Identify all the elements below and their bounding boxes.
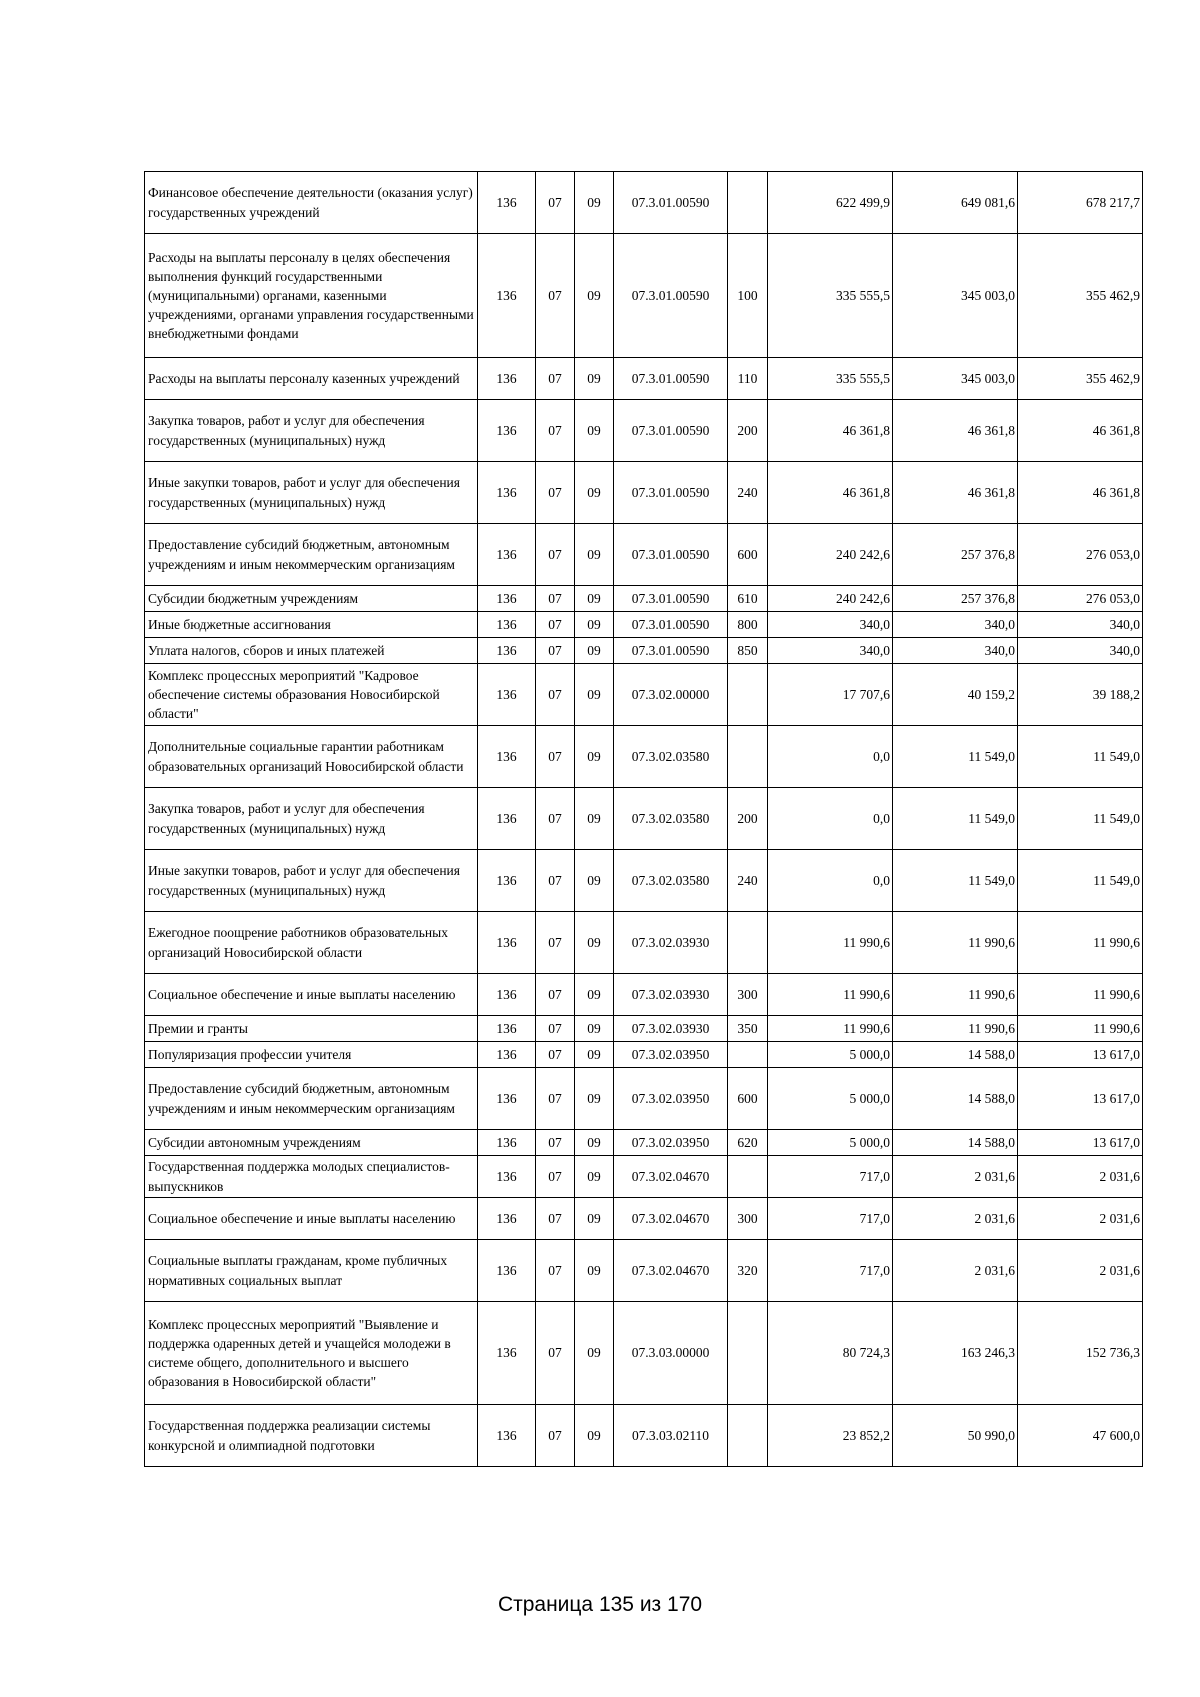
row-pr: 09 [575, 524, 614, 586]
row-rz: 07 [536, 462, 575, 524]
row-pr: 09 [575, 1240, 614, 1302]
row-name: Популяризация профессии учителя [145, 1042, 478, 1068]
row-pr: 09 [575, 172, 614, 234]
row-gr: 136 [478, 912, 536, 974]
row-name: Закупка товаров, работ и услуг для обеспечения государственных (муниципальных) нужд [145, 788, 478, 850]
row-csr: 07.3.02.03930 [614, 912, 728, 974]
row-gr: 136 [478, 664, 536, 726]
row-vr: 620 [728, 1130, 768, 1156]
row-vr: 300 [728, 974, 768, 1016]
table-row [145, 462, 1143, 524]
row-vr: 200 [728, 788, 768, 850]
row-rz: 07 [536, 788, 575, 850]
row-rz: 07 [536, 1130, 575, 1156]
row-csr: 07.3.02.03950 [614, 1130, 728, 1156]
table-row [145, 912, 1143, 974]
table-row [145, 1016, 1143, 1042]
row-value-3: 13 617,0 [1018, 1042, 1143, 1068]
row-name: Иные закупки товаров, работ и услуг для обеспечения государственных (муниципальных) нужд [145, 462, 478, 524]
row-value-1: 11 990,6 [768, 1016, 893, 1042]
row-csr: 07.3.02.03580 [614, 850, 728, 912]
row-csr: 07.3.01.00590 [614, 234, 728, 358]
row-value-2: 257 376,8 [893, 586, 1018, 612]
row-value-1: 622 499,9 [768, 172, 893, 234]
row-gr: 136 [478, 462, 536, 524]
row-rz: 07 [536, 1068, 575, 1130]
row-value-3: 11 549,0 [1018, 850, 1143, 912]
row-vr: 240 [728, 462, 768, 524]
row-csr: 07.3.01.00590 [614, 586, 728, 612]
row-pr: 09 [575, 1302, 614, 1405]
row-rz: 07 [536, 172, 575, 234]
row-name: Уплата налогов, сборов и иных платежей [145, 638, 478, 664]
row-csr: 07.3.02.03930 [614, 974, 728, 1016]
row-vr: 600 [728, 1068, 768, 1130]
row-gr: 136 [478, 234, 536, 358]
row-pr: 09 [575, 1198, 614, 1240]
row-vr: 350 [728, 1016, 768, 1042]
row-value-1: 240 242,6 [768, 586, 893, 612]
row-gr: 136 [478, 612, 536, 638]
row-csr: 07.3.02.03580 [614, 788, 728, 850]
row-value-2: 11 990,6 [893, 912, 1018, 974]
row-gr: 136 [478, 1130, 536, 1156]
row-pr: 09 [575, 974, 614, 1016]
row-value-2: 163 246,3 [893, 1302, 1018, 1405]
row-rz: 07 [536, 726, 575, 788]
row-value-1: 335 555,5 [768, 358, 893, 400]
row-value-3: 11 990,6 [1018, 912, 1143, 974]
row-value-3: 276 053,0 [1018, 524, 1143, 586]
row-gr: 136 [478, 726, 536, 788]
row-name: Социальные выплаты гражданам, кроме публичных нормативных социальных выплат [145, 1240, 478, 1302]
row-rz: 07 [536, 1405, 575, 1467]
row-vr [728, 1042, 768, 1068]
row-name: Государственная поддержка реализации системы конкурсной и олимпиадной подготовки [145, 1405, 478, 1467]
row-gr: 136 [478, 974, 536, 1016]
row-rz: 07 [536, 234, 575, 358]
row-name: Иные бюджетные ассигнования [145, 612, 478, 638]
row-value-2: 11 549,0 [893, 850, 1018, 912]
row-value-1: 335 555,5 [768, 234, 893, 358]
row-csr: 07.3.02.00000 [614, 664, 728, 726]
row-csr: 07.3.02.03930 [614, 1016, 728, 1042]
row-value-2: 257 376,8 [893, 524, 1018, 586]
row-value-2: 40 159,2 [893, 664, 1018, 726]
row-rz: 07 [536, 358, 575, 400]
row-value-2: 345 003,0 [893, 358, 1018, 400]
row-rz: 07 [536, 1156, 575, 1198]
row-vr [728, 1405, 768, 1467]
row-value-2: 345 003,0 [893, 234, 1018, 358]
row-rz: 07 [536, 524, 575, 586]
table-row [145, 664, 1143, 726]
row-vr: 610 [728, 586, 768, 612]
row-value-3: 13 617,0 [1018, 1130, 1143, 1156]
row-vr [728, 912, 768, 974]
table-row [145, 850, 1143, 912]
row-value-2: 46 361,8 [893, 400, 1018, 462]
row-pr: 09 [575, 726, 614, 788]
row-name: Комплекс процессных мероприятий "Кадровое обеспечение системы образования Новосибирской области" [145, 664, 478, 726]
row-name: Субсидии автономным учреждениям [145, 1130, 478, 1156]
row-value-2: 649 081,6 [893, 172, 1018, 234]
row-pr: 09 [575, 664, 614, 726]
row-pr: 09 [575, 400, 614, 462]
row-value-1: 717,0 [768, 1240, 893, 1302]
row-name: Государственная поддержка молодых специалистов-выпускников [145, 1156, 478, 1198]
row-value-2: 11 549,0 [893, 788, 1018, 850]
row-value-1: 240 242,6 [768, 524, 893, 586]
row-gr: 136 [478, 1068, 536, 1130]
row-value-1: 0,0 [768, 726, 893, 788]
row-value-1: 0,0 [768, 850, 893, 912]
row-pr: 09 [575, 462, 614, 524]
row-rz: 07 [536, 1302, 575, 1405]
row-value-3: 39 188,2 [1018, 664, 1143, 726]
row-name: Субсидии бюджетным учреждениям [145, 586, 478, 612]
row-name: Расходы на выплаты персоналу казенных учреждений [145, 358, 478, 400]
row-vr: 200 [728, 400, 768, 462]
row-vr: 800 [728, 612, 768, 638]
row-value-2: 14 588,0 [893, 1042, 1018, 1068]
table-row [145, 1302, 1143, 1405]
row-gr: 136 [478, 358, 536, 400]
row-name: Предоставление субсидий бюджетным, автономным учреждениям и иным некоммерческим организациям [145, 524, 478, 586]
row-pr: 09 [575, 586, 614, 612]
row-value-3: 11 990,6 [1018, 974, 1143, 1016]
row-rz: 07 [536, 586, 575, 612]
table-row [145, 1240, 1143, 1302]
row-pr: 09 [575, 234, 614, 358]
row-pr: 09 [575, 358, 614, 400]
row-gr: 136 [478, 1240, 536, 1302]
table-row [145, 358, 1143, 400]
row-pr: 09 [575, 788, 614, 850]
row-gr: 136 [478, 172, 536, 234]
row-pr: 09 [575, 912, 614, 974]
row-value-2: 2 031,6 [893, 1198, 1018, 1240]
row-csr: 07.3.01.00590 [614, 638, 728, 664]
row-value-3: 678 217,7 [1018, 172, 1143, 234]
row-vr [728, 726, 768, 788]
row-name: Ежегодное поощрение работников образовательных организаций Новосибирской области [145, 912, 478, 974]
table-row [145, 638, 1143, 664]
row-value-2: 14 588,0 [893, 1130, 1018, 1156]
row-value-2: 46 361,8 [893, 462, 1018, 524]
row-csr: 07.3.02.04670 [614, 1198, 728, 1240]
table-row [145, 1198, 1143, 1240]
row-vr: 320 [728, 1240, 768, 1302]
row-gr: 136 [478, 1042, 536, 1068]
table-row [145, 524, 1143, 586]
row-gr: 136 [478, 1156, 536, 1198]
row-pr: 09 [575, 612, 614, 638]
row-name: Социальное обеспечение и иные выплаты населению [145, 1198, 478, 1240]
row-gr: 136 [478, 586, 536, 612]
table-row [145, 1068, 1143, 1130]
row-csr: 07.3.01.00590 [614, 358, 728, 400]
row-gr: 136 [478, 1405, 536, 1467]
row-pr: 09 [575, 1068, 614, 1130]
row-vr [728, 1302, 768, 1405]
row-vr [728, 1156, 768, 1198]
row-csr: 07.3.02.04670 [614, 1240, 728, 1302]
row-rz: 07 [536, 638, 575, 664]
row-vr: 100 [728, 234, 768, 358]
row-value-1: 5 000,0 [768, 1068, 893, 1130]
row-value-2: 2 031,6 [893, 1156, 1018, 1198]
row-value-1: 0,0 [768, 788, 893, 850]
row-value-3: 355 462,9 [1018, 358, 1143, 400]
row-pr: 09 [575, 1130, 614, 1156]
row-value-1: 717,0 [768, 1156, 893, 1198]
row-pr: 09 [575, 1042, 614, 1068]
row-value-1: 5 000,0 [768, 1042, 893, 1068]
row-rz: 07 [536, 974, 575, 1016]
row-value-1: 5 000,0 [768, 1130, 893, 1156]
row-pr: 09 [575, 1405, 614, 1467]
row-value-2: 2 031,6 [893, 1240, 1018, 1302]
row-rz: 07 [536, 664, 575, 726]
budget-table [144, 171, 1143, 1467]
table-row [145, 1042, 1143, 1068]
row-value-2: 340,0 [893, 612, 1018, 638]
row-value-3: 13 617,0 [1018, 1068, 1143, 1130]
row-value-2: 11 549,0 [893, 726, 1018, 788]
row-rz: 07 [536, 912, 575, 974]
row-value-3: 340,0 [1018, 612, 1143, 638]
row-gr: 136 [478, 1302, 536, 1405]
row-value-1: 46 361,8 [768, 462, 893, 524]
row-gr: 136 [478, 524, 536, 586]
row-value-3: 46 361,8 [1018, 400, 1143, 462]
row-value-2: 11 990,6 [893, 974, 1018, 1016]
row-vr: 300 [728, 1198, 768, 1240]
row-rz: 07 [536, 1016, 575, 1042]
row-pr: 09 [575, 1156, 614, 1198]
row-name: Расходы на выплаты персоналу в целях обеспечения выполнения функций государственными (муниципальными) органами, казенными учреждениями, органами управления государственными внебюджетными фондами [145, 234, 478, 358]
page-footer: Страница 135 из 170 [497, 1593, 703, 1616]
row-gr: 136 [478, 788, 536, 850]
row-csr: 07.3.01.00590 [614, 172, 728, 234]
row-pr: 09 [575, 638, 614, 664]
table-row [145, 400, 1143, 462]
row-rz: 07 [536, 1042, 575, 1068]
table-row [145, 586, 1143, 612]
row-value-3: 11 549,0 [1018, 726, 1143, 788]
row-vr: 110 [728, 358, 768, 400]
table-row [145, 234, 1143, 358]
row-vr: 240 [728, 850, 768, 912]
row-rz: 07 [536, 612, 575, 638]
row-value-1: 80 724,3 [768, 1302, 893, 1405]
row-value-2: 340,0 [893, 638, 1018, 664]
row-csr: 07.3.02.03950 [614, 1042, 728, 1068]
row-name: Финансовое обеспечение деятельности (оказания услуг) государственных учреждений [145, 172, 478, 234]
table-row [145, 1130, 1143, 1156]
row-rz: 07 [536, 1240, 575, 1302]
row-csr: 07.3.01.00590 [614, 400, 728, 462]
table-row [145, 1405, 1143, 1467]
row-gr: 136 [478, 400, 536, 462]
row-value-2: 14 588,0 [893, 1068, 1018, 1130]
row-vr: 600 [728, 524, 768, 586]
row-name: Закупка товаров, работ и услуг для обеспечения государственных (муниципальных) нужд [145, 400, 478, 462]
row-gr: 136 [478, 1016, 536, 1042]
row-value-2: 50 990,0 [893, 1405, 1018, 1467]
row-value-3: 11 549,0 [1018, 788, 1143, 850]
row-csr: 07.3.01.00590 [614, 612, 728, 638]
row-name: Премии и гранты [145, 1016, 478, 1042]
table-row [145, 1156, 1143, 1198]
row-vr [728, 172, 768, 234]
row-name: Предоставление субсидий бюджетным, автономным учреждениям и иным некоммерческим организациям [145, 1068, 478, 1130]
row-csr: 07.3.03.00000 [614, 1302, 728, 1405]
row-csr: 07.3.03.02110 [614, 1405, 728, 1467]
row-pr: 09 [575, 1016, 614, 1042]
row-value-3: 2 031,6 [1018, 1198, 1143, 1240]
row-rz: 07 [536, 400, 575, 462]
row-csr: 07.3.01.00590 [614, 524, 728, 586]
row-value-3: 2 031,6 [1018, 1156, 1143, 1198]
row-value-1: 717,0 [768, 1198, 893, 1240]
row-rz: 07 [536, 850, 575, 912]
table-row [145, 788, 1143, 850]
row-value-3: 152 736,3 [1018, 1302, 1143, 1405]
row-value-3: 355 462,9 [1018, 234, 1143, 358]
row-value-3: 276 053,0 [1018, 586, 1143, 612]
row-value-1: 23 852,2 [768, 1405, 893, 1467]
row-name: Иные закупки товаров, работ и услуг для обеспечения государственных (муниципальных) нужд [145, 850, 478, 912]
row-value-1: 11 990,6 [768, 912, 893, 974]
row-value-3: 340,0 [1018, 638, 1143, 664]
row-vr [728, 664, 768, 726]
row-vr: 850 [728, 638, 768, 664]
table-row [145, 726, 1143, 788]
row-csr: 07.3.01.00590 [614, 462, 728, 524]
row-name: Комплекс процессных мероприятий "Выявление и поддержка одаренных детей и учащейся молодежи в системе общего, дополнительного и высшего образования в Новосибирской области" [145, 1302, 478, 1405]
row-value-1: 340,0 [768, 612, 893, 638]
row-value-1: 17 707,6 [768, 664, 893, 726]
row-value-1: 46 361,8 [768, 400, 893, 462]
row-value-3: 2 031,6 [1018, 1240, 1143, 1302]
table-row [145, 172, 1143, 234]
row-name: Социальное обеспечение и иные выплаты населению [145, 974, 478, 1016]
row-rz: 07 [536, 1198, 575, 1240]
row-csr: 07.3.02.03950 [614, 1068, 728, 1130]
row-csr: 07.3.02.04670 [614, 1156, 728, 1198]
row-name: Дополнительные социальные гарантии работникам образовательных организаций Новосибирской области [145, 726, 478, 788]
row-gr: 136 [478, 850, 536, 912]
row-gr: 136 [478, 638, 536, 664]
row-value-3: 11 990,6 [1018, 1016, 1143, 1042]
row-gr: 136 [478, 1198, 536, 1240]
table-row [145, 974, 1143, 1016]
table-body [145, 172, 1143, 1467]
row-value-1: 340,0 [768, 638, 893, 664]
row-value-3: 46 361,8 [1018, 462, 1143, 524]
row-pr: 09 [575, 850, 614, 912]
row-value-3: 47 600,0 [1018, 1405, 1143, 1467]
row-value-1: 11 990,6 [768, 974, 893, 1016]
row-value-2: 11 990,6 [893, 1016, 1018, 1042]
table-row [145, 612, 1143, 638]
row-csr: 07.3.02.03580 [614, 726, 728, 788]
